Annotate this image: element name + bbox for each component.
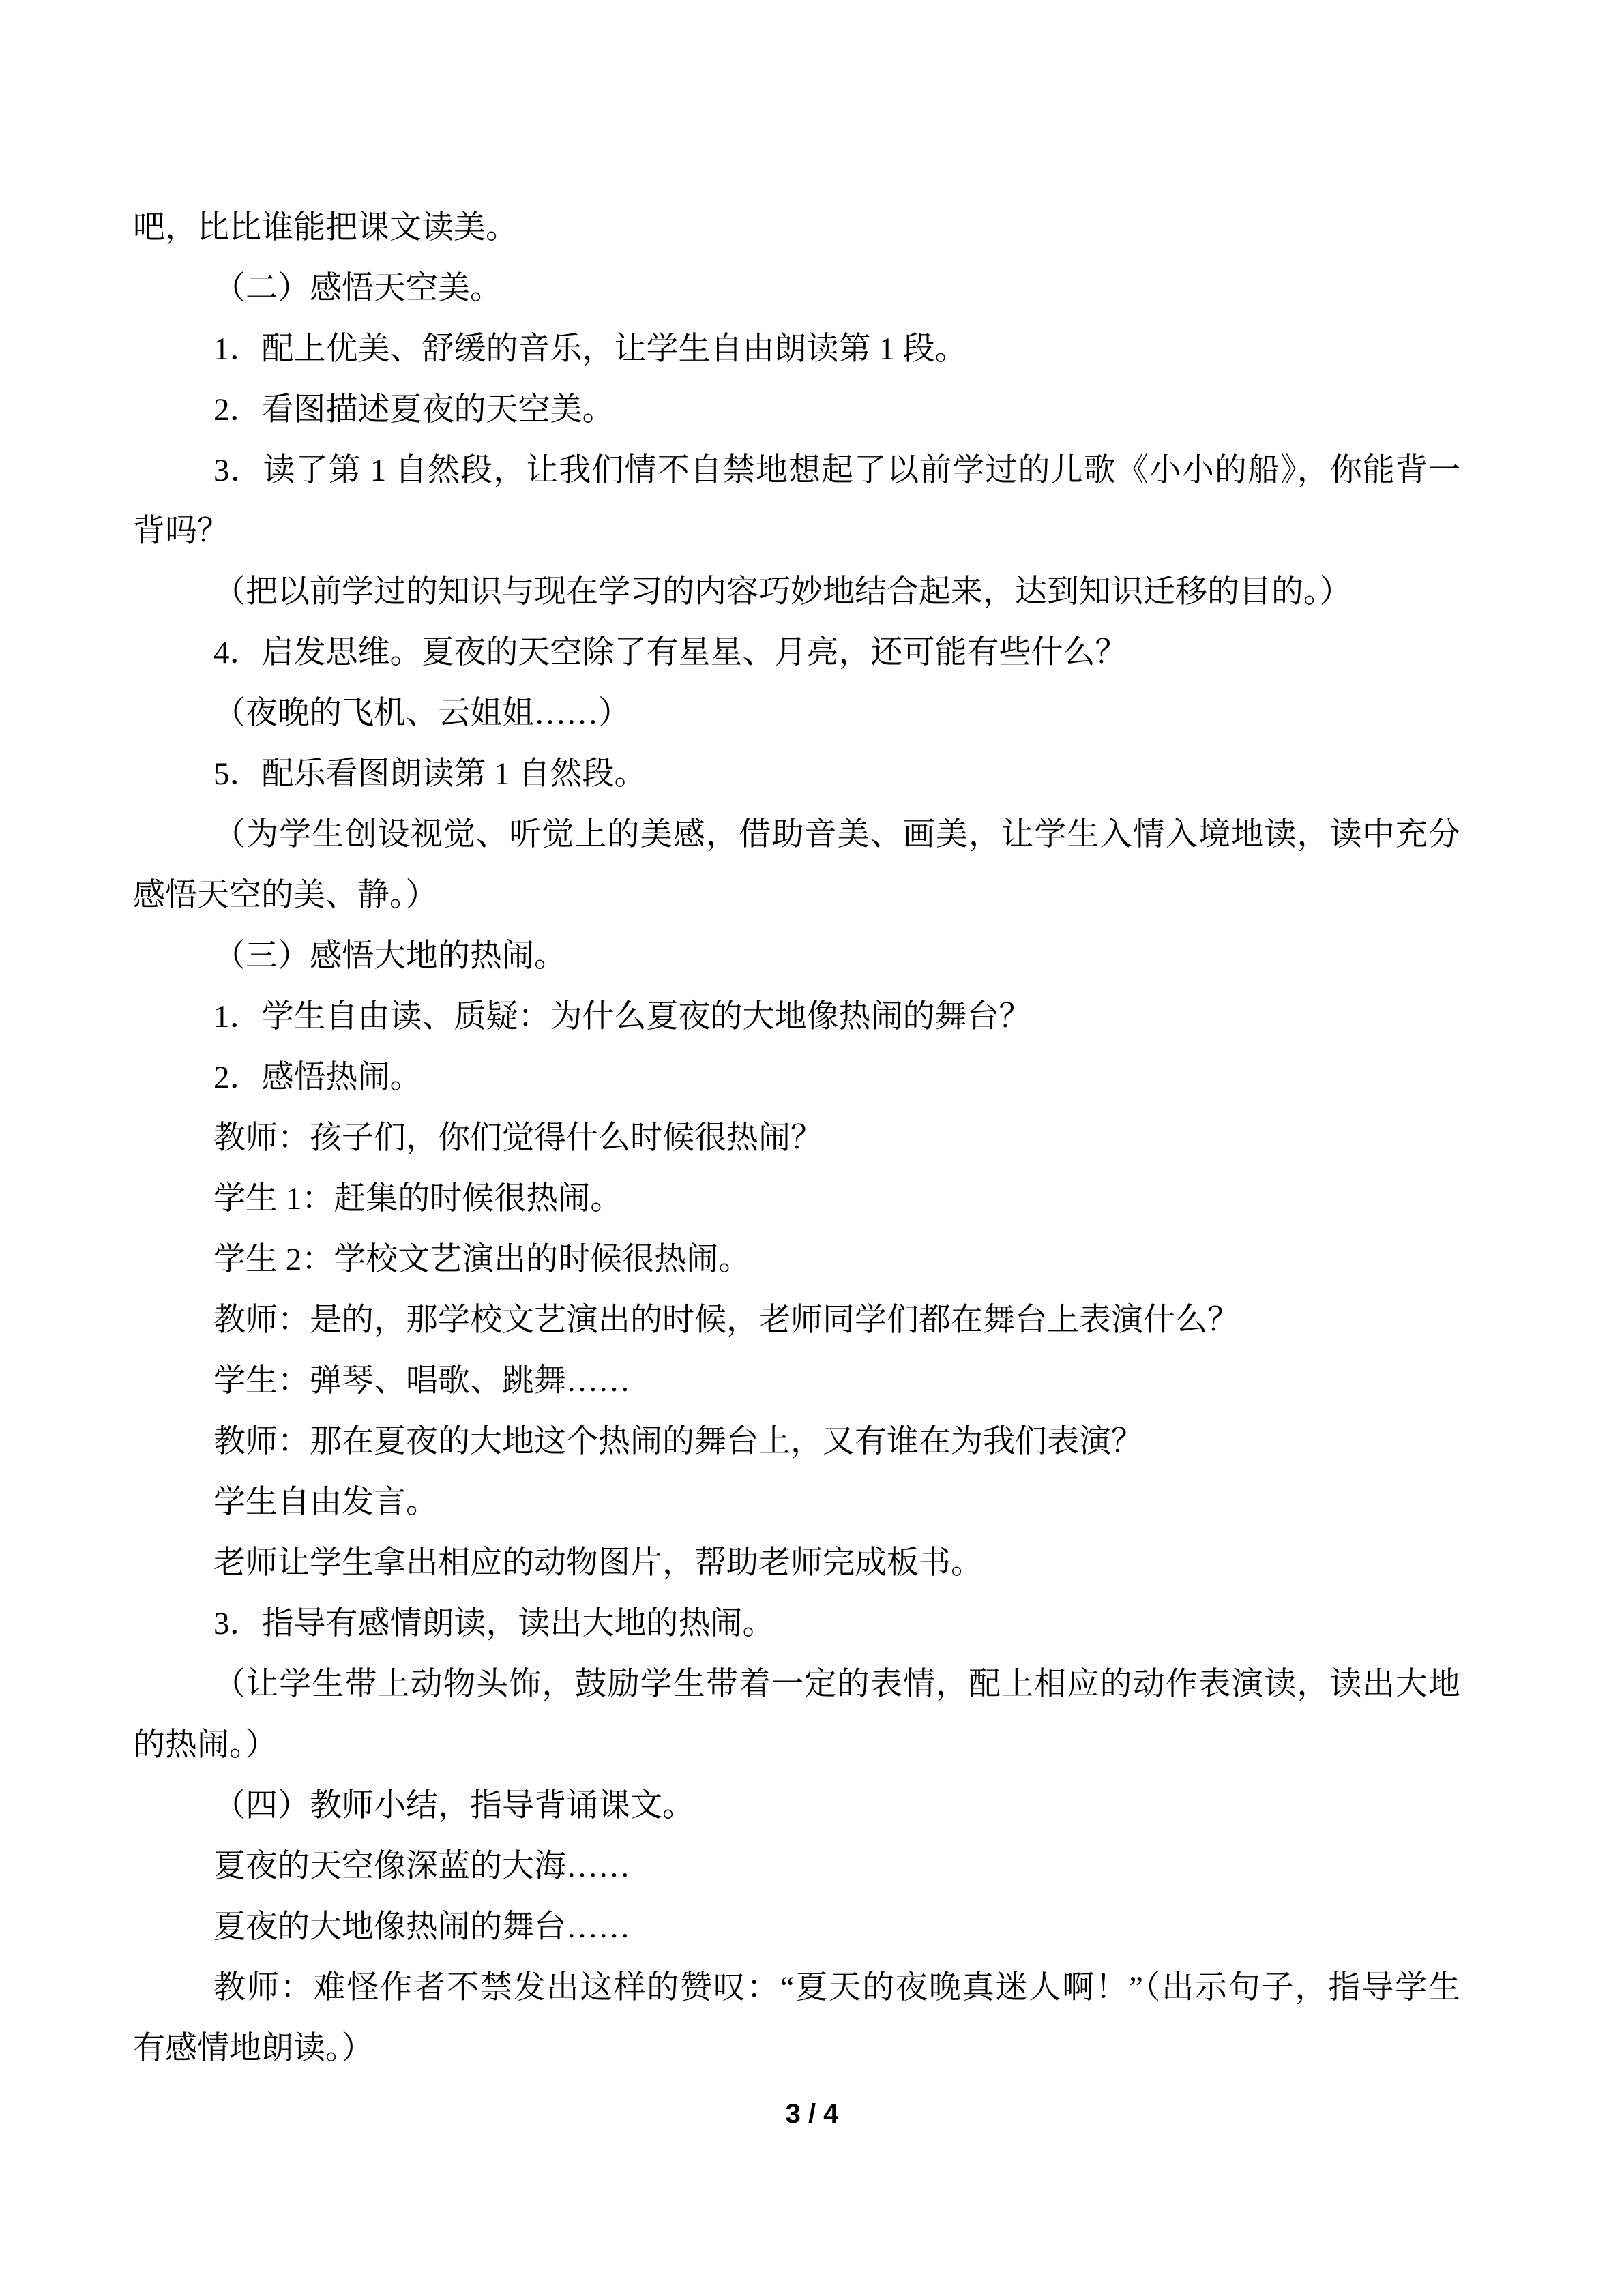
document-line: 3．读了第 1 自然段，让我们情不自禁地想起了以前学过的儿歌《小小的船》，你能背一 [213,453,1460,488]
document-line: 吧，比比谁能把课文读美。 [133,210,518,245]
document-line: （为学生创设视觉、听觉上的美感，借助音美、画美，让学生入情入境地读，读中充分 [213,817,1460,852]
document-line: 感悟天空的美、静。） [133,878,438,913]
document-line: （夜晚的飞机、云姐姐……） [213,696,630,731]
document-line: 教师：是的，那学校文艺演出的时候，老师同学们都在舞台上表演什么？ [213,1302,1239,1338]
document-line: （四）教师小结，指导背诵课文。 [213,1788,694,1823]
document-line: 有感情地朗读。） [133,2031,374,2066]
document-line: 老师让学生拿出相应的动物图片，帮助老师完成板书。 [213,1545,983,1581]
document-line: 2．感悟热闹。 [213,1060,422,1095]
page-number: 3 / 4 [785,2099,839,2129]
document-line: 学生 1：赶集的时候很热闹。 [213,1181,623,1217]
document-line: 学生 2：学校文艺演出的时候很热闹。 [213,1242,751,1277]
document-line: 2．看图描述夏夜的天空美。 [213,392,615,428]
document-line: 教师：那在夏夜的大地这个热闹的舞台上，又有谁在为我们表演？ [213,1424,1143,1459]
document-line: （让学生带上动物头饰，鼓励学生带着一定的表情，配上相应的动作表演读，读出大地 [213,1667,1460,1702]
document-line: 5．配乐看图朗读第 1 自然段。 [213,756,647,792]
document-body [133,198,1460,2079]
document-line: 1．学生自由读、质疑：为什么夏夜的大地像热闹的舞台？ [213,999,1031,1034]
document-line: 夏夜的大地像热闹的舞台…… [213,1909,630,1945]
document-line: 的热闹。） [133,1727,278,1763]
document-line: （二）感悟天空美。 [213,271,502,306]
document-line: 教师：孩子们，你们觉得什么时候很热闹？ [213,1120,823,1156]
document-line: 1．配上优美、舒缓的音乐，让学生自由朗读第 1 段。 [213,331,967,367]
document-line: 4．启发思维。夏夜的天空除了有星星、月亮，还可能有些什么？ [213,635,1127,670]
document-line: 教师：难怪作者不禁发出这样的赞叹：“夏天的夜晚真迷人啊！”（出示句子，指导学生 [213,1970,1460,2006]
document-line: 学生自由发言。 [213,1485,438,1520]
document-line: 夏夜的天空像深蓝的大海…… [213,1849,630,1884]
document-line: 背吗？ [133,513,229,549]
document-line: 学生：弹琴、唱歌、跳舞…… [213,1363,630,1399]
document-line: （三）感悟大地的热闹。 [213,938,566,974]
document-line: 3．指导有感情朗读，读出大地的热闹。 [213,1606,775,1641]
document-line: （把以前学过的知识与现在学习的内容巧妙地结合起来，达到知识迁移的目的。） [213,574,1352,610]
